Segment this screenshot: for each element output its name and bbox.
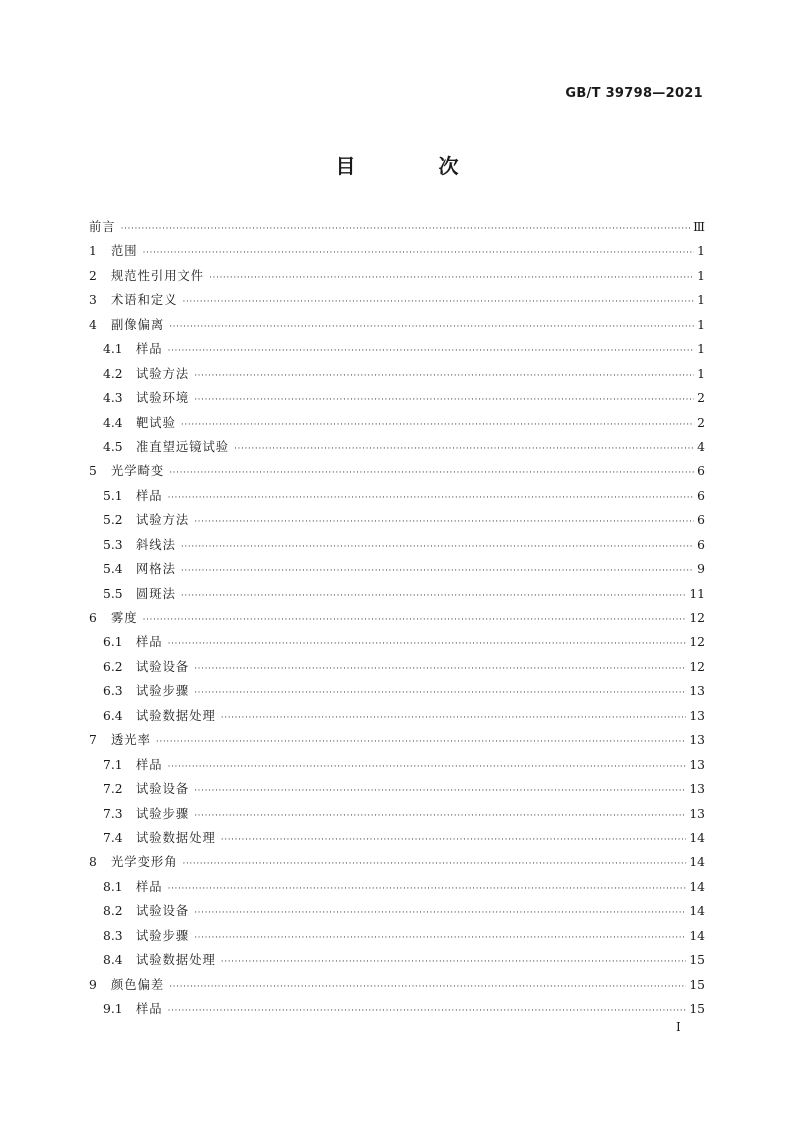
toc-entry-page: 9: [697, 562, 705, 577]
toc-entry-number: 5.3: [103, 537, 123, 552]
toc-entry-label: 圆斑法: [136, 586, 176, 601]
toc-entry-page: 14: [689, 879, 705, 894]
toc-entry[interactable]: [89, 777, 705, 801]
toc-entry-page: 13: [689, 782, 705, 797]
toc-entry-number: 1: [89, 244, 97, 259]
toc-entry-page: 6: [697, 488, 705, 503]
toc-entry-number: 2: [89, 268, 97, 283]
toc-entry-label: 网格法: [136, 562, 176, 577]
toc-entry-page: 6: [697, 513, 705, 528]
toc-entry-number: 5.4: [103, 562, 123, 577]
toc-entry-page: 13: [689, 757, 705, 772]
toc-entry-page: 4: [697, 439, 705, 454]
toc-entry[interactable]: [89, 484, 705, 508]
toc-entry-label: 雾度: [111, 611, 138, 625]
dot-leader: [156, 730, 686, 754]
toc-entry-number: 9.1: [103, 1002, 123, 1016]
toc-entry[interactable]: [89, 753, 705, 777]
toc-entry-page: 13: [689, 733, 705, 748]
toc-entry[interactable]: [89, 264, 705, 288]
toc-entry-page: 15: [689, 1002, 705, 1016]
toc-entry-number: 7.3: [103, 806, 123, 821]
dot-leader: [168, 999, 687, 1023]
toc-entry[interactable]: [89, 875, 705, 899]
dot-leader: [221, 828, 687, 852]
toc-entry-page: 6: [697, 537, 705, 552]
toc-entry[interactable]: [89, 337, 705, 361]
toc-entry-number: 8.4: [103, 953, 123, 968]
toc-entry-label: 准直望远镜试验: [136, 439, 230, 454]
dot-leader: [194, 681, 686, 705]
toc-entry-label: 范围: [111, 244, 138, 259]
dot-leader: [194, 779, 686, 803]
toc-entry-label: 光学变形角: [111, 855, 178, 870]
toc-entry-number: 5: [89, 464, 97, 479]
toc-entry-number: 4.3: [103, 391, 123, 406]
toc-entry[interactable]: [89, 435, 705, 459]
toc-entry-label: 试验环境: [136, 391, 190, 406]
dot-leader: [168, 339, 694, 363]
dot-leader: [194, 926, 686, 950]
toc-entry-label: 前言: [89, 220, 116, 234]
toc-entry[interactable]: [89, 288, 705, 312]
toc-entry-label: 试验设备: [136, 659, 190, 674]
toc-entry[interactable]: [89, 215, 705, 239]
toc-entry-number: 6: [89, 611, 97, 625]
toc-entry[interactable]: [89, 973, 705, 997]
toc-entry-page: 11: [689, 586, 705, 601]
toc-entry[interactable]: [89, 704, 705, 728]
toc-entry-label: 试验步骤: [136, 684, 190, 699]
toc-entry-page: 15: [689, 977, 705, 992]
toc-entry[interactable]: [89, 997, 705, 1021]
toc-entry-number: 3: [89, 293, 97, 308]
toc-entry-label: 样品: [136, 1002, 163, 1016]
toc-entry[interactable]: [89, 899, 705, 923]
toc-entry[interactable]: [89, 508, 705, 532]
toc-entry-number: 6.3: [103, 684, 123, 699]
dot-leader: [194, 364, 694, 388]
toc-entry-label: 试验步骤: [136, 928, 190, 943]
toc-entry-label: 样品: [136, 879, 163, 894]
dot-leader: [181, 559, 694, 583]
dot-leader: [194, 657, 686, 681]
dot-leader: [168, 632, 687, 656]
toc-entry-number: 7: [89, 733, 97, 748]
toc-entry-page: 13: [689, 684, 705, 699]
dot-leader: [183, 290, 695, 314]
toc-entry-number: 5.2: [103, 513, 123, 528]
toc-entry[interactable]: [89, 924, 705, 948]
toc-entry-label: 靶试验: [136, 415, 176, 430]
dot-leader: [221, 950, 687, 974]
toc-entry-page: 14: [689, 928, 705, 943]
toc-entry-label: 试验设备: [136, 904, 190, 919]
toc-entry-label: 透光率: [111, 733, 151, 748]
dot-leader: [194, 388, 694, 412]
toc-entry-number: 4: [89, 317, 97, 332]
toc-entry-page: 13: [689, 708, 705, 723]
toc-entry-number: 8: [89, 855, 97, 870]
toc-entry-page: 14: [689, 855, 705, 870]
dot-leader: [209, 266, 694, 290]
dot-leader: [168, 755, 687, 779]
toc-entry-page: 1: [697, 293, 705, 308]
toc-entry-number: 4.2: [103, 366, 123, 381]
toc-entry[interactable]: [89, 728, 705, 752]
toc-entry[interactable]: [89, 826, 705, 850]
page-title: 目 次: [335, 154, 497, 178]
toc-entry-page: 1: [697, 244, 705, 259]
dot-leader: [194, 510, 694, 534]
dot-leader: [169, 315, 694, 339]
dot-leader: [168, 486, 694, 510]
toc-entry-label: 斜线法: [136, 537, 176, 552]
toc-entry-page: 1: [697, 317, 705, 332]
toc-entry-page: 2: [697, 391, 705, 406]
toc-entry-number: 8.1: [103, 879, 123, 894]
toc-entry-number: 7.4: [103, 830, 123, 845]
toc-entry-number: 8.2: [103, 904, 123, 919]
toc-entry-label: 规范性引用文件: [111, 268, 205, 283]
toc-entry-label: 试验数据处理: [136, 708, 216, 723]
toc-entry-label: 试验数据处理: [136, 953, 216, 968]
toc-entry-number: 4.5: [103, 439, 123, 454]
toc-entry-number: 6.1: [103, 635, 123, 650]
toc-entry-page: Ⅲ: [693, 220, 705, 234]
toc-entry-page: 14: [689, 904, 705, 919]
toc-entry[interactable]: [89, 679, 705, 703]
toc-entry-label: 颜色偏差: [111, 977, 165, 992]
toc-entry-page: 2: [697, 415, 705, 430]
toc-entry-label: 副像偏离: [111, 317, 165, 332]
toc-entry-number: 7.1: [103, 757, 123, 772]
toc-entry-label: 试验方法: [136, 513, 190, 528]
toc-entry-page: 12: [689, 635, 705, 650]
dot-leader: [168, 877, 687, 901]
dot-leader: [181, 584, 686, 608]
toc-entry-page: 15: [689, 953, 705, 968]
toc-entry-page: 1: [697, 268, 705, 283]
toc-entry-label: 样品: [136, 635, 163, 650]
toc-entry-page: 1: [697, 366, 705, 381]
toc-entry[interactable]: [89, 533, 705, 557]
toc-entry[interactable]: [89, 630, 705, 654]
toc-entry-label: 试验数据处理: [136, 830, 216, 845]
toc-entry-number: 8.3: [103, 928, 123, 943]
toc-entry[interactable]: [89, 386, 705, 410]
dot-leader: [221, 706, 687, 730]
dot-leader: [169, 975, 686, 999]
toc-entry[interactable]: [89, 606, 705, 630]
dot-leader: [143, 241, 694, 265]
toc-entry-label: 试验方法: [136, 366, 190, 381]
standard-code: GB/T 39798—2021: [565, 86, 703, 101]
toc-entry-label: 光学畸变: [111, 464, 165, 479]
toc-entry-page: 14: [689, 830, 705, 845]
toc-entry[interactable]: [89, 948, 705, 972]
toc-entry-page: 12: [689, 659, 705, 674]
page-number: I: [676, 1020, 681, 1034]
toc-entry[interactable]: [89, 313, 705, 337]
dot-leader: [181, 413, 694, 437]
toc-entry[interactable]: [89, 411, 705, 435]
dot-leader: [234, 437, 694, 461]
toc-entry[interactable]: [89, 362, 705, 386]
toc-entry-number: 9: [89, 977, 97, 992]
toc-entry-page: 12: [689, 611, 705, 625]
toc-entry[interactable]: [89, 582, 705, 606]
toc-entry[interactable]: [89, 850, 705, 874]
toc-entry-label: 试验步骤: [136, 806, 190, 821]
dot-leader: [121, 217, 691, 241]
toc-entry-label: 试验设备: [136, 782, 190, 797]
toc-entry-number: 4.1: [103, 342, 123, 357]
toc-entry[interactable]: [89, 459, 705, 483]
toc-entry[interactable]: [89, 802, 705, 826]
toc-entry[interactable]: [89, 655, 705, 679]
dot-leader: [143, 608, 687, 632]
toc-entry-number: 7.2: [103, 782, 123, 797]
toc-entry-number: 5.5: [103, 586, 123, 601]
toc-entry-number: 6.2: [103, 659, 123, 674]
toc-entry-page: 6: [697, 464, 705, 479]
dot-leader: [194, 804, 686, 828]
dot-leader: [183, 852, 687, 876]
toc-entry-page: 13: [689, 806, 705, 821]
toc-entry-label: 样品: [136, 757, 163, 772]
table-of-contents: [89, 215, 705, 1021]
dot-leader: [169, 461, 694, 485]
toc-entry-label: 样品: [136, 342, 163, 357]
toc-entry-label: 术语和定义: [111, 293, 178, 308]
dot-leader: [181, 535, 694, 559]
toc-entry[interactable]: [89, 557, 705, 581]
toc-entry-page: 1: [697, 342, 705, 357]
toc-entry-number: 5.1: [103, 488, 123, 503]
toc-entry[interactable]: [89, 239, 705, 263]
toc-entry-label: 样品: [136, 488, 163, 503]
dot-leader: [194, 901, 686, 925]
toc-entry-number: 6.4: [103, 708, 123, 723]
toc-entry-number: 4.4: [103, 415, 123, 430]
